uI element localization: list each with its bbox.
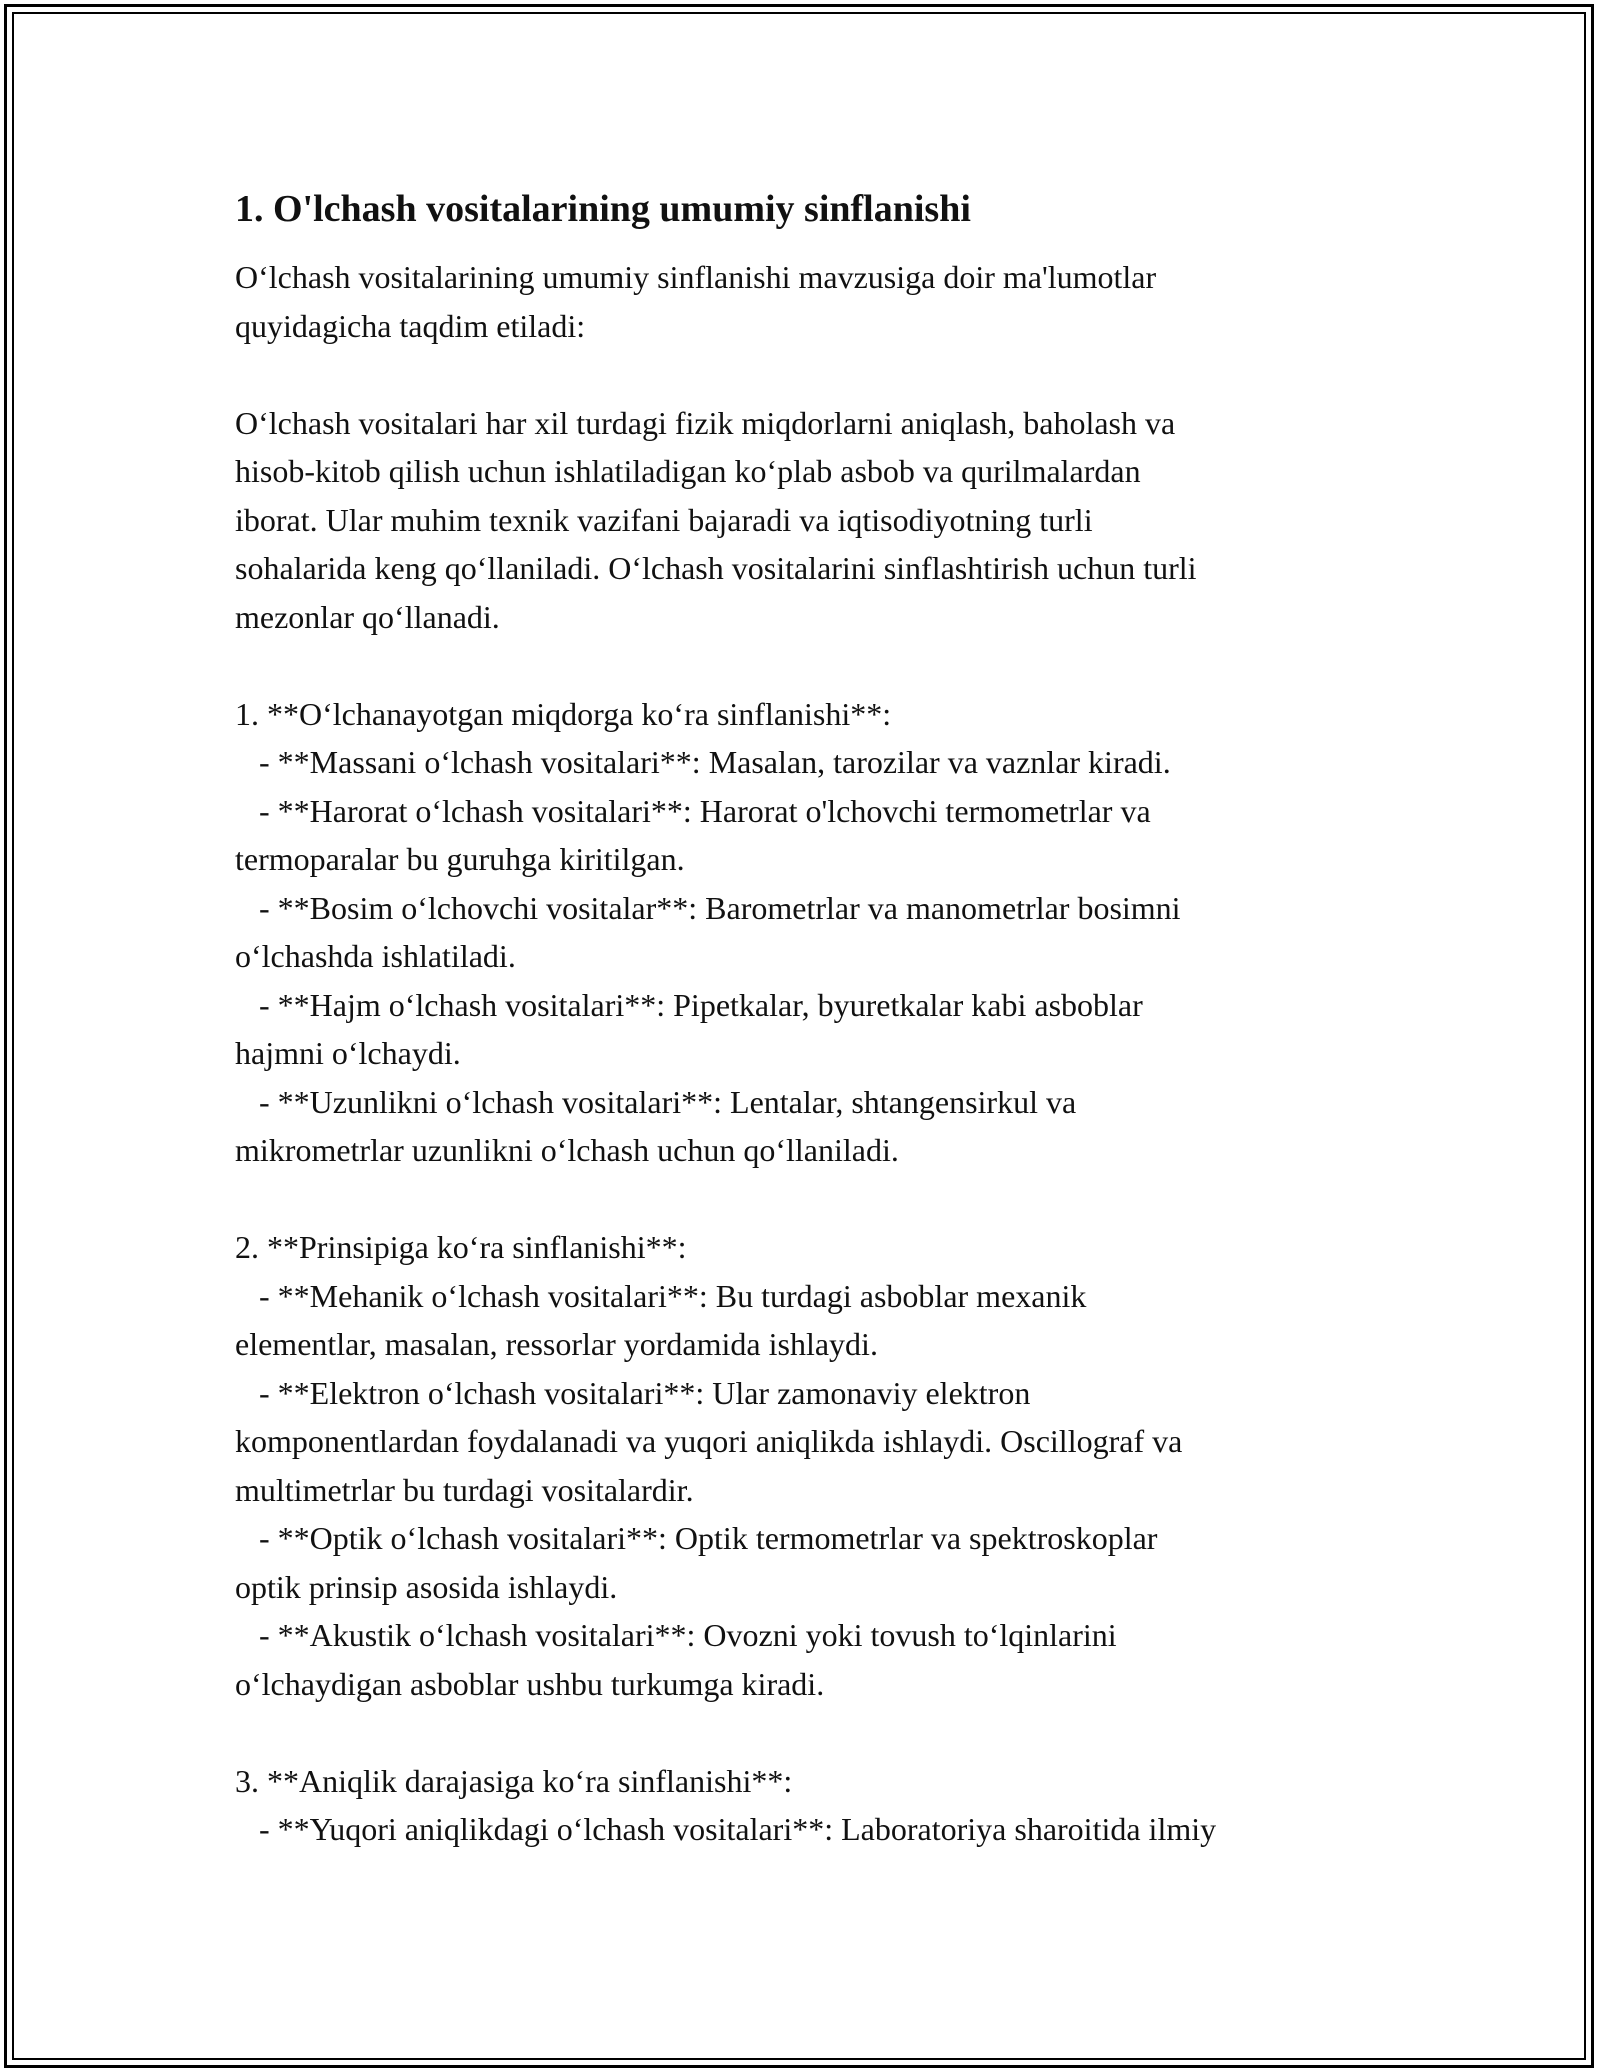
text-line: O‘lchash vositalari har xil turdagi fizik miqdorlarni aniqlash, baholash va: [235, 404, 1176, 441]
text-line: termoparalar bu guruhga kiritilgan.: [235, 841, 685, 877]
text-line: komponentlardan foydalanadi va yuqori aniqlikda ishlaydi. Oscillograf va: [235, 1423, 1183, 1459]
text-line: - **Akustik o‘lchash vositalari**: Ovozni yoki tovush to‘lqinlarini: [235, 1617, 1117, 1653]
text-line: - **Uzunlikni o‘lchash vositalari**: Lentalar, shtangensirkul va: [235, 1083, 1077, 1120]
text-line: - **Bosim o‘lchovchi vositalar**: Barometrlar va manometrlar bosimni: [235, 889, 1181, 926]
blank-line: [235, 1708, 1395, 1757]
document-body: [235, 185, 1395, 1854]
text-line: - **Harorat o‘lchash vositalari**: Harorat o'lchovchi termometrlar va: [235, 792, 1151, 829]
text-line: o‘lchaydigan asboblar ushbu turkumga kiradi.: [235, 1665, 825, 1702]
text-line: sohalarida keng qo‘llaniladi. O‘lchash vositalarini sinflashtirish uchun turli: [235, 550, 1197, 586]
text-line: mikrometrlar uzunlikni o‘lchash uchun qo‘llaniladi.: [235, 1132, 899, 1168]
document-title: 1. O'lchash vositalarining umumiy sinflanishi: [235, 188, 971, 230]
text-line: mezonlar qo‘llanadi.: [235, 598, 500, 635]
text-line: - **Mehanik o‘lchash vositalari**: Bu turdagi asboblar mexanik: [235, 1277, 1087, 1314]
document-text: [235, 253, 1395, 1854]
text-line: elementlar, masalan, ressorlar yordamida ishlaydi.: [235, 1326, 878, 1362]
text-line: multimetrlar bu turdagi vositalardir.: [235, 1471, 694, 1508]
text-line: hajmni o‘lchaydi.: [235, 1035, 461, 1071]
text-line: quyidagicha taqdim etiladi:: [235, 307, 586, 344]
text-line: - **Hajm o‘lchash vositalari**: Pipetkalar, byuretkalar kabi asboblar: [235, 986, 1143, 1023]
blank-line: [235, 641, 1395, 690]
text-line: - **Elektron o‘lchash vositalari**: Ular zamonaviy elektron: [235, 1374, 1031, 1411]
text-line: O‘lchash vositalarining umumiy sinflanishi mavzusiga doir ma'lumotlar: [235, 259, 1157, 295]
blank-line: [235, 350, 1395, 399]
text-line: iborat. Ular muhim texnik vazifani bajaradi va iqtisodiyotning turli: [235, 501, 1093, 538]
text-line: 2. **Prinsipiga ko‘ra sinflanishi**:: [235, 1229, 687, 1265]
text-line: 3. **Aniqlik darajasiga ko‘ra sinflanishi**:: [235, 1762, 793, 1799]
text-line: hisob-kitob qilish uchun ishlatiladigan ko‘plab asbob va qurilmalardan: [235, 453, 1141, 489]
text-line: o‘lchashda ishlatiladi.: [235, 938, 516, 974]
text-line: optik prinsip asosida ishlaydi.: [235, 1568, 618, 1605]
text-line: 1. **O‘lchanayotgan miqdorga ko‘ra sinflanishi**:: [235, 695, 892, 732]
text-line: - **Massani o‘lchash vositalari**: Masalan, tarozilar va vaznlar kiradi.: [235, 744, 1171, 780]
blank-line: [235, 1175, 1395, 1224]
text-line: - **Optik o‘lchash vositalari**: Optik termometrlar va spektroskoplar: [235, 1520, 1158, 1556]
text-line: - **Yuqori aniqlikdagi o‘lchash vositalari**: Laboratoriya sharoitida ilmiy: [235, 1811, 1217, 1847]
